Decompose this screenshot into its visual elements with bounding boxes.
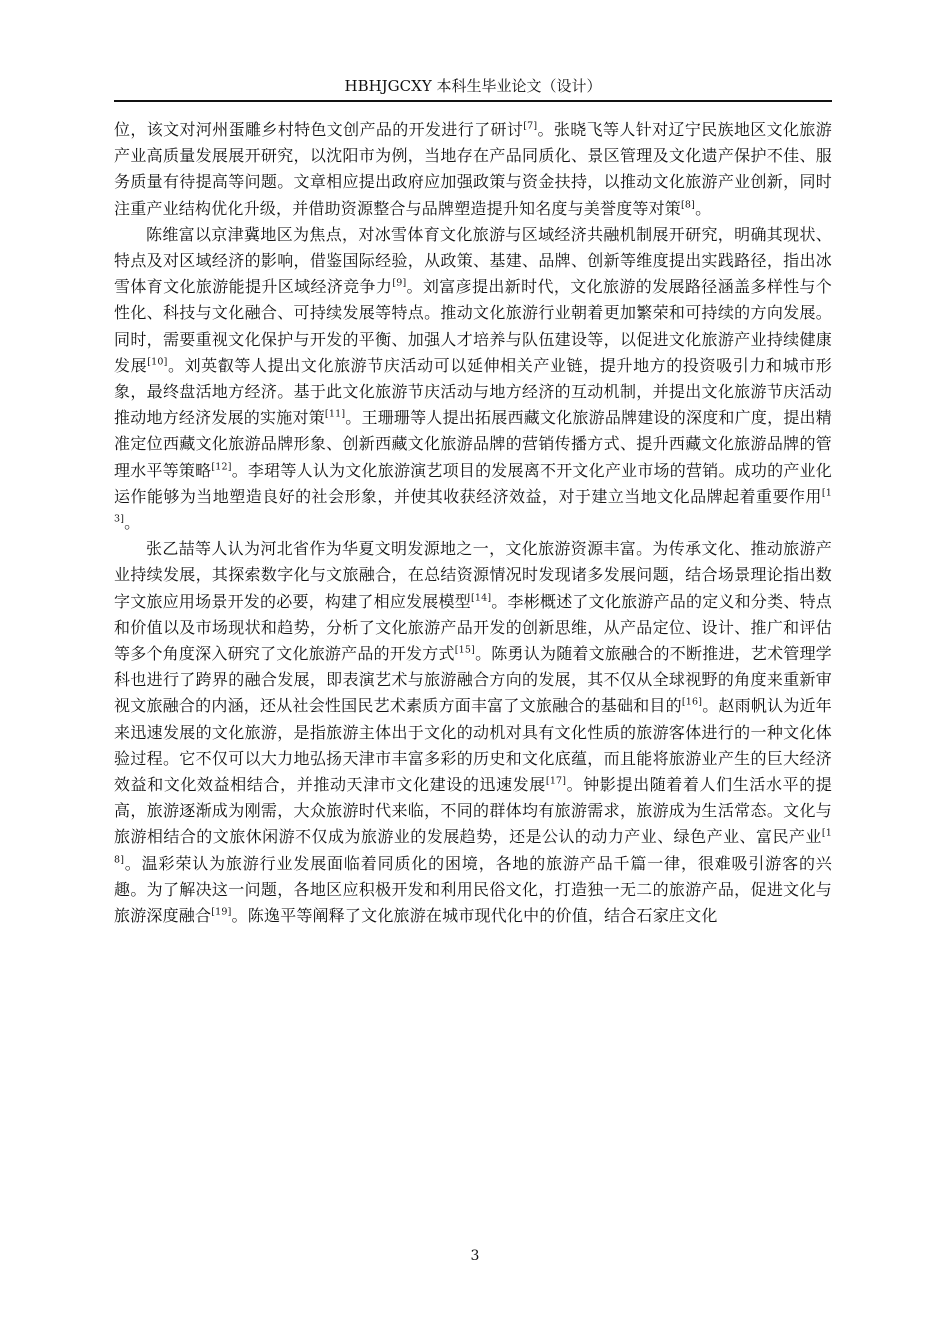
citation-marker: [15] <box>454 644 476 656</box>
paragraph-text: 。 <box>124 513 141 533</box>
paragraph-text: 。李彬概述了文化旅游产品的定义和分类、特点和价值以及市场现状和趋势，分析了文化旅游产品开发的创新思维，从产品定位、设计、推广和评估等多个角度深入研究了文化旅游产品的开发方式 <box>114 591 832 664</box>
paragraph-text: 。陈勇认为随着文旅融合的不断推进，艺术管理学科也进行了跨界的融合发展，即表演艺术与旅游融合方向的发展，其不仅从全球视野的角度来重新审视文旅融合的内涵，还从社会性国民艺术素质方面丰富了文旅融合的基础和目的 <box>114 644 832 716</box>
citation-marker: [11] <box>324 408 346 420</box>
citation-marker: [7] <box>523 120 538 132</box>
paragraph-text: 。张晓飞等人针对辽宁民族地区文化旅游产业高质量发展展开研究，以沈阳市为例，当地存在产品同质化、景区管理及文化遗产保护不佳、服务质量有待提高等问题。文章相应提出政府应加强政策与资金扶持，以推动文化旅游产业创新，同时注重产业结构优化升级，并借助资源整合与品牌塑造提升知名度与美誉度等对策 <box>114 120 832 218</box>
paragraph-text: 。 <box>695 198 712 218</box>
citation-marker: [8] <box>681 199 696 211</box>
header-divider <box>114 100 832 102</box>
citation-marker: [16] <box>681 697 703 709</box>
page-number: 3 <box>470 1248 480 1264</box>
paragraph-text: 张乙喆等人认为河北省作为华夏文明发源地之一，文化旅游资源丰富。为传承文化、推动旅游产业持续发展，其探索数字化与文旅融合，在总结资源情况时发现诸多发展问题，结合场景理论指出数字文旅应用场景开发的必要，构建了相应发展模型 <box>114 539 832 611</box>
paragraph-text: 。陈逸平等阐释了文化旅游在城市现代化中的价值，结合石家庄文化 <box>231 906 718 926</box>
citation-marker: [12] <box>211 461 232 473</box>
paragraph <box>114 117 832 222</box>
paragraph-text: 陈维富以京津冀地区为焦点，对冰雪体育文化旅游与区域经济共融机制展开研究，明确其现状、特点及对区域经济的影响，借鉴国际经验，从政策、基建、品牌、创新等维度提出实践路径，指出冰雪体育文化旅游能提升区域经济竞争力 <box>114 224 832 297</box>
paragraph <box>114 222 832 536</box>
paragraph-text: 。温彩荣认为旅游行业发展面临着同质化的困境，各地的旅游产品千篇一律，很难吸引游客的兴趣。为了解决这一问题，各地区应积极开发和利用民俗文化，打造独一无二的旅游产品，促进文化与旅游深度融合 <box>114 853 832 926</box>
citation-marker: [9] <box>392 277 407 289</box>
paragraph-text: 。赵雨帆认为近年来迅速发展的文化旅游，是指旅游主体出于文化的动机对具有文化性质的旅游客体进行的一种文化体验过程。它不仅可以大力地弘扬天津市丰富多彩的历史和文化底蕴，而且能将旅游业产生的巨大经济效益和文化效益相结合，并推动天津市文化建设的迅速发展 <box>114 696 832 795</box>
citation-marker: [19] <box>211 906 232 918</box>
citation-marker: [10] <box>147 356 168 368</box>
paragraph-text: 。王珊珊等人提出拓展西藏文化旅游品牌建设的深度和广度，提出精准定位西藏文化旅游品牌形象、创新西藏文化旅游品牌的营销传播方式、提升西藏文化旅游品牌的管理水平等策略 <box>114 408 832 480</box>
paragraph-text: 。钟影提出随着着人们生活水平的提高，旅游逐渐成为刚需，大众旅游时代来临，不同的群体均有旅游需求，旅游成为生活常态。文化与旅游相结合的文旅休闲游不仅成为旅游业的发展趋势，还是公认的动力产业、绿色产业、富民产业 <box>114 775 833 847</box>
citation-marker: [18] <box>114 828 832 866</box>
paragraph-text: 。刘英叡等人提出文化旅游节庆活动可以延伸相关产业链，提升地方的投资吸引力和城市形象，最终盘活地方经济。基于此文化旅游节庆活动与地方经济的互动机制，并提出文化旅游节庆活动推动地方经济发展的实施对策 <box>114 355 832 428</box>
citation-marker: [14] <box>470 592 492 604</box>
paragraph-text: 位，该文对河州蛋雕乡村特色文创产品的开发进行了研讨 <box>114 120 524 139</box>
paragraph <box>114 536 832 929</box>
paragraph-text: 。刘富彦提出新时代，文化旅游的发展路径涵盖多样性与个性化、科技与文化融合、可持续发展等特点。推动文化旅游行业朝着更加繁荣和可持续的方向发展。同时，需要重视文化保护与开发的平衡、加强人才培养与队伍建设等，以促进文化旅游产业持续健康发展 <box>114 277 833 375</box>
paragraph-text: 。李珺等人认为文化旅游演艺项目的发展离不开文化产业市场的营销。成功的产业化运作能够为当地塑造良好的社会形象，并使其收获经济效益，对于建立当地文化品牌起着重要作用 <box>114 460 833 506</box>
body-text <box>114 117 832 929</box>
running-header: HBHJGCXY 本科生毕业论文（设计） <box>344 77 602 95</box>
citation-marker: [17] <box>545 775 567 787</box>
citation-marker: [13] <box>114 487 832 525</box>
